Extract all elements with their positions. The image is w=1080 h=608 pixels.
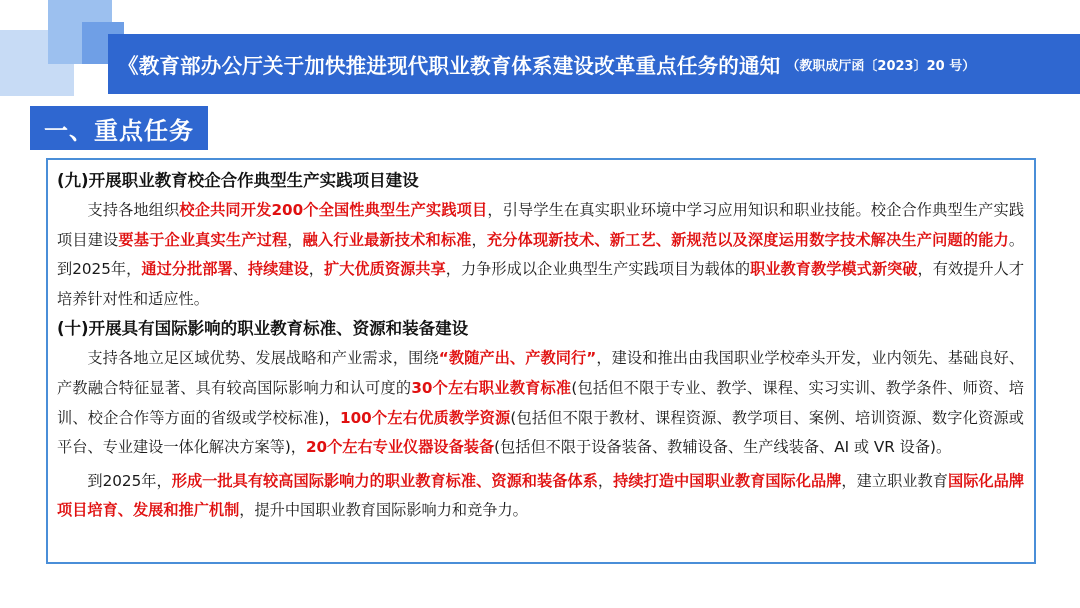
text-run: ，有效提升人才培养针对性和适应性。: [57, 260, 1024, 308]
text-run: ，提升中国职业教育国际影响力和竞争力。: [239, 501, 528, 520]
highlight-run: 融入行业最新技术和标准: [302, 230, 472, 249]
item10-heading: (十)开展具有国际影响的职业教育标准、资源和装备建设: [57, 319, 469, 339]
text-run: 。到2025年，: [57, 230, 1025, 279]
item10-paragraph-1: [57, 344, 1024, 462]
text-run: ，: [597, 471, 614, 490]
item9-heading: (九)开展职业教育校企合作典型生产实践项目建设: [57, 171, 419, 190]
text-run: 到2025年，: [87, 471, 172, 490]
item9-paragraph: [57, 196, 1024, 314]
highlight-run: 100个左右优质教学资源: [340, 408, 511, 427]
text-run: 支持各地组织: [87, 201, 180, 219]
highlight-run: “教随产出、产教同行”: [438, 349, 597, 368]
highlight-run: 30个左右职业教育标准: [411, 378, 572, 397]
section-label: 一、重点任务: [30, 106, 208, 150]
highlight-run: 扩大优质资源共享: [323, 260, 446, 279]
content-box: [46, 158, 1036, 564]
text-run: ，: [287, 230, 303, 249]
highlight-run: 20个左右专业仪器设备装备: [305, 438, 495, 457]
text-run: (包括但不限于专业、教学、课程、实习实训、教学条件、师资、培训、校企合作等方面的省级或学校标准)，: [57, 378, 1024, 427]
text-run: ，: [471, 230, 487, 249]
highlight-run: 充分体现新技术、新工艺、新规范以及深度运用数字技术解决生产问题的能力: [486, 230, 1009, 249]
text-run: ，建设和推出由我国职业学校牵头开发，业内领先、基础良好、产教融合特征显著、具有较高国际影响力和认可度的: [57, 349, 1025, 397]
highlight-run: 职业教育教学模式新突破: [750, 260, 918, 279]
page-title: 《教育部办公厅关于加快推进现代职业教育体系建设改革重点任务的通知: [118, 54, 781, 78]
highlight-run: 持续打造中国职业教育国际化品牌: [613, 471, 842, 490]
text-run: ，: [308, 260, 324, 279]
text-run: ，引导学生在真实职业环境中学习应用知识和职业技能。校企合作典型生产实践项目建设: [57, 201, 1025, 249]
item10-paragraph-2: [57, 467, 1024, 526]
highlight-run: 形成一批具有较高国际影响力的职业教育标准、资源和装备体系: [171, 471, 598, 490]
highlight-run: 持续建设: [247, 260, 309, 279]
highlight-run: 通过分批部署: [141, 260, 233, 279]
text-run: 支持各地立足区域优势、发展战略和产业需求，围绕: [87, 349, 439, 368]
highlight-run: 要基于企业真实生产过程: [118, 230, 288, 249]
title-bar: [108, 34, 1080, 94]
highlight-run: 国际化品牌项目培育、发展和推广机制: [57, 471, 1025, 520]
text-run: (包括但不限于教材、课程资源、教学项目、案例、培训资源、数字化资源或平台、专业建设一体化解决方案等)，: [57, 408, 1024, 457]
doc-number: （教职成厅函〔2023〕20 号）: [786, 58, 976, 74]
text-run: ，力争形成以企业典型生产实践项目为载体的: [445, 260, 751, 279]
text-run: 、: [232, 260, 248, 279]
text-run: ，建立职业教育: [841, 471, 948, 490]
text-run: (包括但不限于设备装备、教辅设备、生产线装备、AI 或 VR 设备)。: [494, 438, 952, 457]
highlight-run: 校企共同开发200个全国性典型生产实践项目: [179, 201, 488, 219]
